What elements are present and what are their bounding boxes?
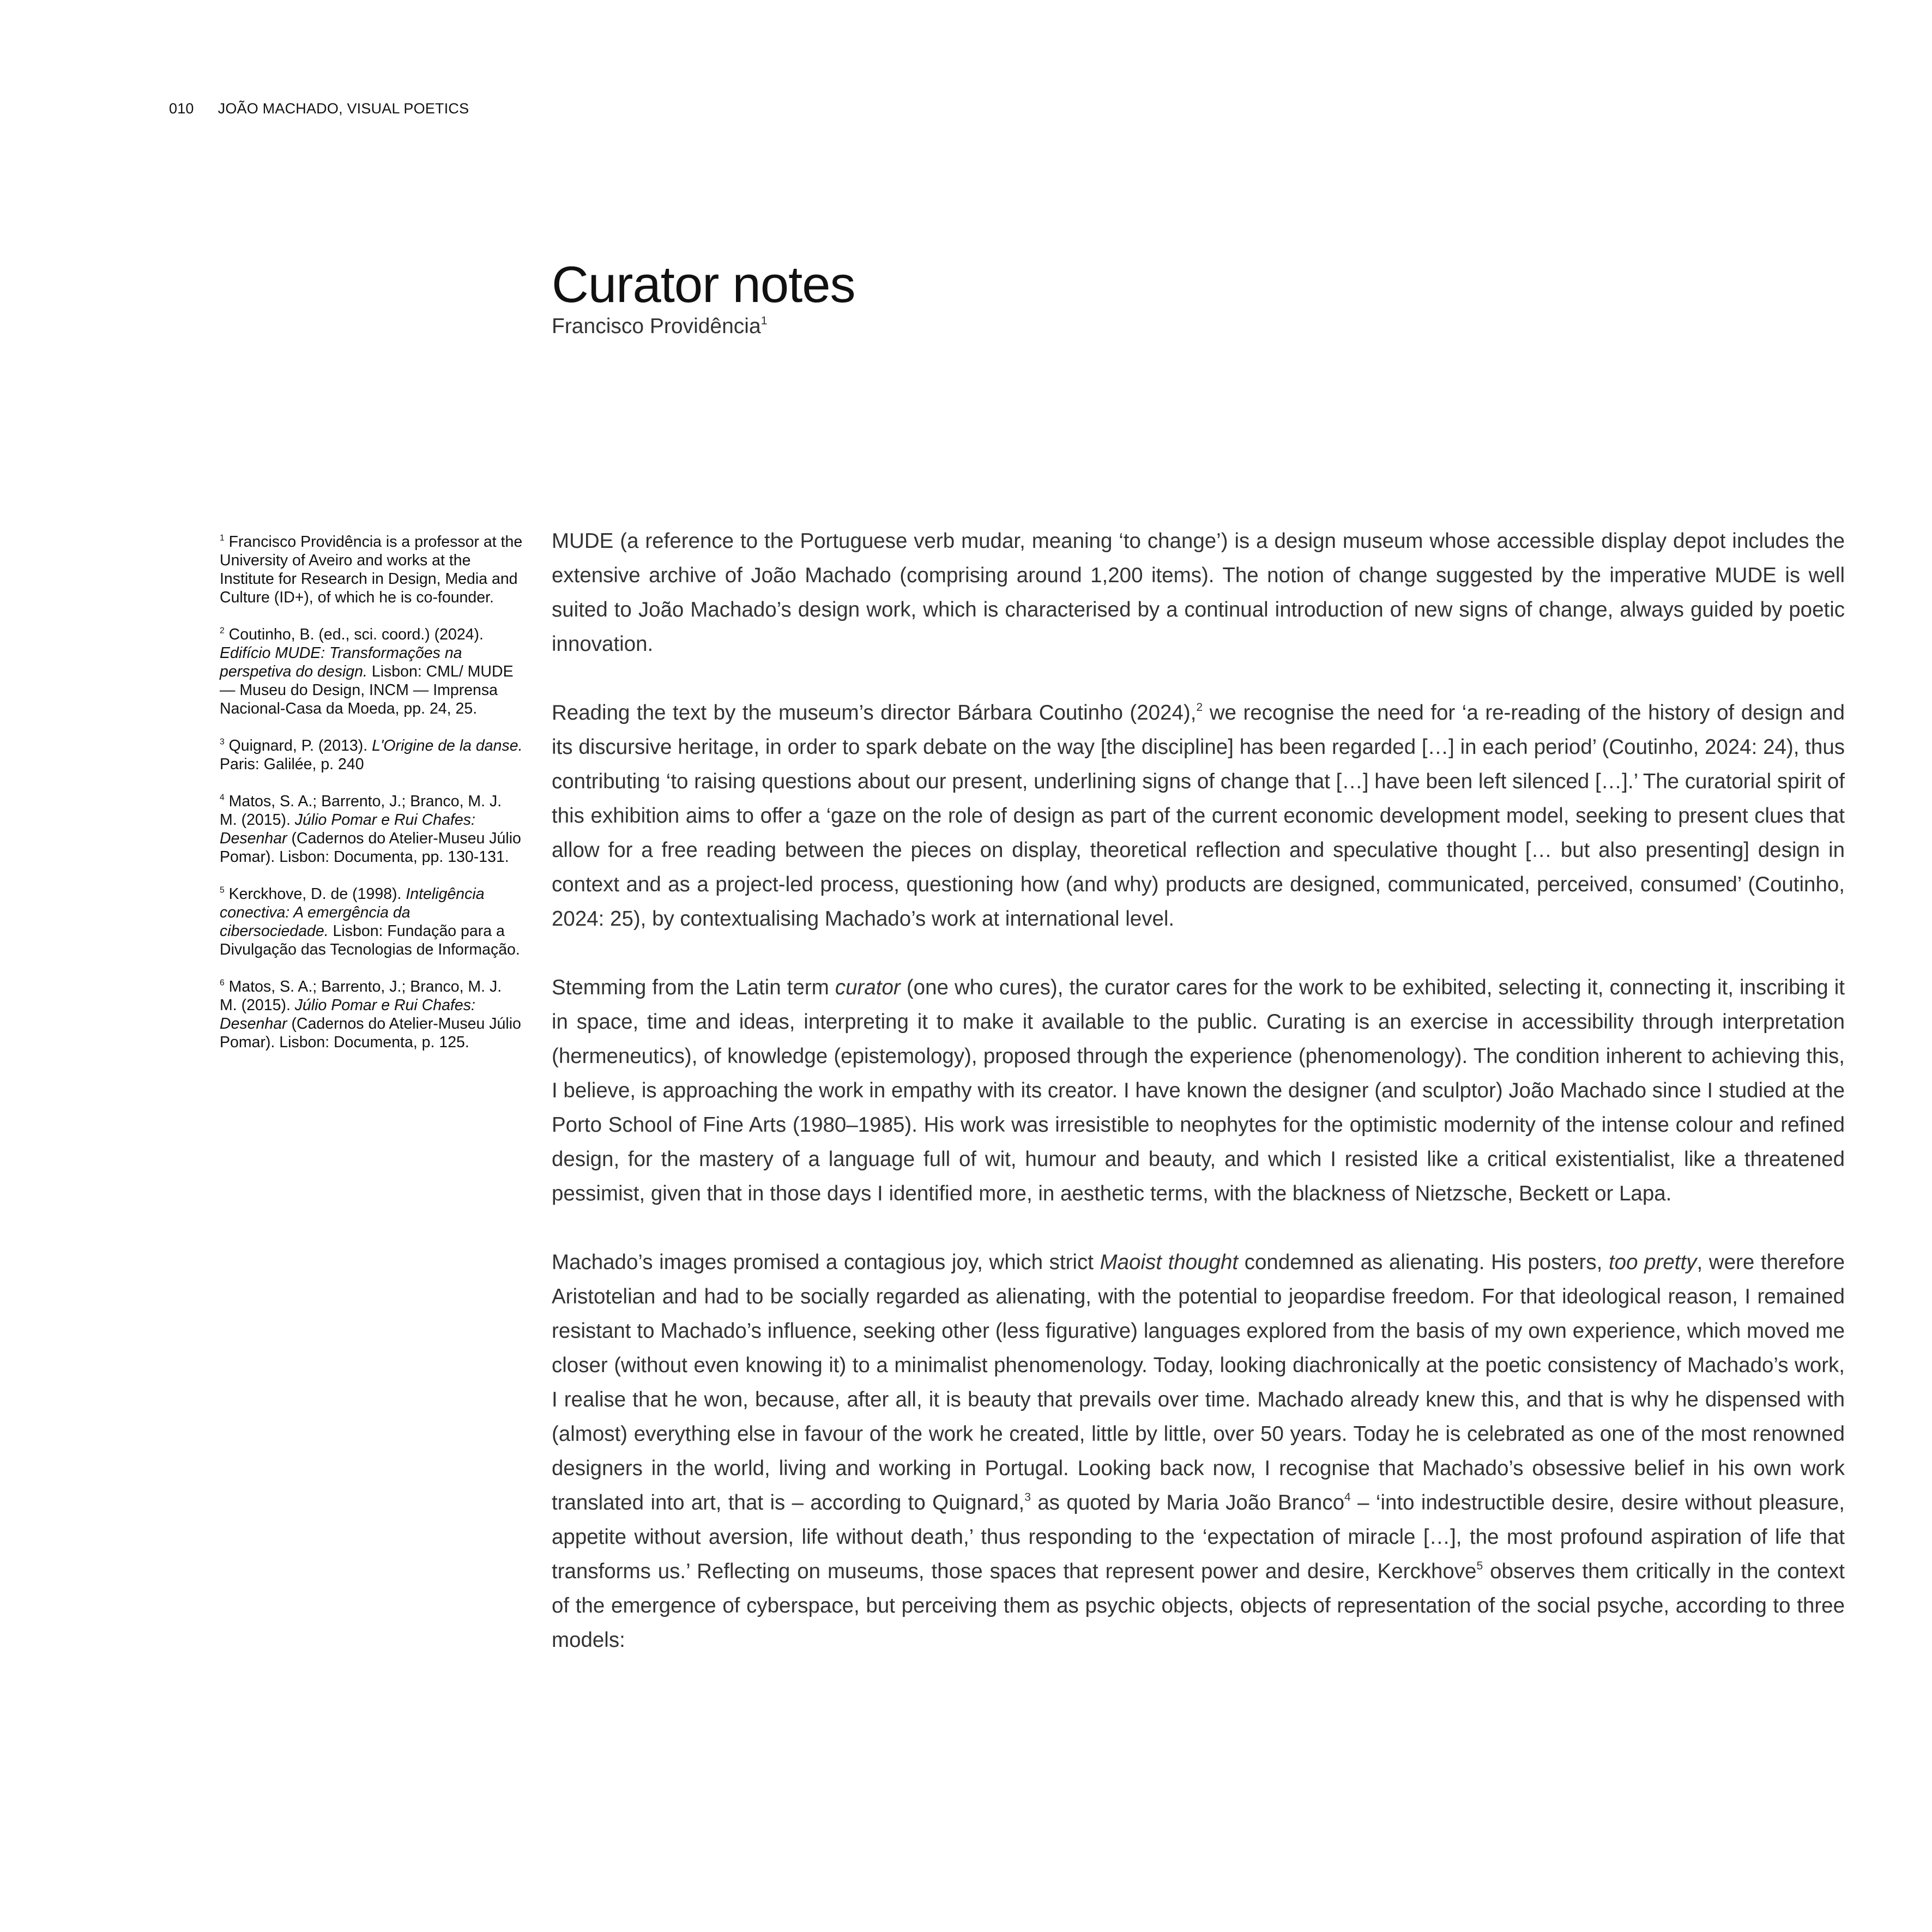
footnote-text: (Cadernos do Atelier-Museu Júlio Pomar). Lisbon: Documenta, pp. 130-131. — [220, 830, 521, 866]
footnote-6 — [220, 977, 523, 1052]
paragraph-text: – ‘into indestructible desire, desire without pleasure, appetite without aversion, life without death,’ thus responding to the ‘expectation of miracle […], the most profound aspiration of life that transforms us.’ Reflecting on museums, those spaces that represent power and desire, Kerckhove — [552, 1491, 1845, 1583]
author-byline — [552, 315, 855, 339]
running-header — [169, 100, 469, 117]
footnote-text: Kerckhove, D. de (1998). — [228, 885, 406, 903]
footnote-text: (Cadernos do Atelier-Museu Júlio Pomar). Lisbon: Documenta, p. 125. — [220, 1015, 521, 1051]
footnote-ref: 2 — [1196, 701, 1203, 714]
footnote-3 — [220, 736, 523, 774]
footnote-title: L'Origine de la danse. — [372, 737, 523, 754]
paragraph-1 — [552, 524, 1845, 661]
paragraph-text: Reading the text by the museum’s director Bárbara Coutinho (2024), — [552, 701, 1197, 724]
footnote-text: Francisco Providência is a professor at the University of Aveiro and works at the Institute for Research in Design, Media and Culture (ID+), of which he is co-founder. — [220, 533, 523, 606]
footnote-ref: 1 — [760, 314, 768, 328]
title-block — [552, 256, 855, 339]
footnote-1 — [220, 533, 523, 607]
paragraph-4 — [552, 1245, 1845, 1657]
page-title: Curator notes — [552, 256, 855, 313]
emphasis-text: too pretty — [1608, 1251, 1697, 1274]
footnote-ref: 3 — [1024, 1491, 1031, 1504]
paragraph-2 — [552, 696, 1845, 936]
footnote-text: Paris: Galilée, p. 240 — [220, 756, 364, 773]
paragraph-text: Stemming from the Latin term — [552, 976, 835, 999]
footnote-title: Júlio Pomar e Rui Chafes: Desenhar — [220, 811, 475, 847]
footnote-text: Coutinho, B. (ed., sci. coord.) (2024). — [228, 626, 484, 643]
footnote-text: Matos, S. A.; Barrento, J.; Branco, M. J. M. (2015). — [220, 978, 502, 1014]
footnote-5 — [220, 885, 523, 959]
paragraph-text: condemned as alienating. His posters, — [1238, 1251, 1609, 1274]
paragraph-text: as quoted by Maria João Branco — [1031, 1491, 1345, 1514]
footnote-number: 4 — [220, 793, 225, 802]
emphasis-text: curator — [835, 976, 901, 999]
footnote-2 — [220, 625, 523, 718]
footnote-number: 6 — [220, 978, 225, 988]
page-number: 010 — [169, 100, 194, 117]
footnote-ref: 4 — [1344, 1491, 1351, 1504]
footnote-4 — [220, 792, 523, 866]
paragraph-text: MUDE (a reference to the Portuguese verb mudar, meaning ‘to change’) is a design museum whose accessible display depot includes the extensive archive of João Machado (comprising around 1,200 items). The notion of change suggested by the imperative MUDE is well suited to João Machado’s design work, which is characterised by a continual introduction of new signs of change, always guided by poetic innovation. — [552, 529, 1845, 656]
footnote-title: Inteligência conectiva: A emergência da cibersociedade. — [220, 885, 485, 940]
footnote-number: 1 — [220, 533, 225, 543]
paragraph-text: we recognise the need for ‘a re-reading of the history of design and its discursive heritage, in order to spark debate on the way [the discipline] has been regarded […] in each period’ (Coutinho, 2024: 24), thus contributing ‘to raising questions about our present, underlining signs of change that […] have been left silenced […].’ The curatorial spirit of this exhibition aims to offer a ‘gaze on the role of design as part of the current economic development model, seeking to present clues that allow for a free reading between the pieces on display, theoretical reflection and speculative thought [… but also presenting] design in context and as a project-led process, questioning how (and why) products are designed, communicated, perceived, consumed’ (Coutinho, 2024: 25), by contextualising Machado’s work at international level. — [552, 701, 1845, 931]
running-title: JOÃO MACHADO, VISUAL POETICS — [218, 100, 469, 117]
footnotes-column — [220, 533, 523, 1070]
paragraph-3 — [552, 970, 1845, 1211]
footnote-number: 3 — [220, 737, 225, 747]
paragraph-text: observes them critically in the context of the emergence of cyberspace, but perceiving them as psychic objects, objects of representation of the social psyche, according to three models: — [552, 1560, 1845, 1652]
footnote-text: Matos, S. A.; Barrento, J.; Branco, M. J. M. (2015). — [220, 793, 502, 829]
footnote-number: 2 — [220, 626, 225, 636]
article-body — [552, 524, 1845, 1692]
footnote-text: Lisbon: CML/ MUDE — Museu do Design, INCM — Imprensa Nacional-Casa da Moeda, pp. 24, 25. — [220, 663, 514, 717]
footnote-title: Júlio Pomar e Rui Chafes: Desenhar — [220, 997, 475, 1033]
paragraph-text: (one who cures), the curator cares for the work to be exhibited, selecting it, connecting it, inscribing it in space, time and ideas, interpreting it to make it available to the public. Curating is an exercise in accessibility through interpretation (hermeneutics), of knowledge (epistemology), proposed through the experience (phenomenology). The condition inherent to achieving this, I believe, is approaching the work in empathy with its creator. I have known the designer (and sculptor) João Machado since I studied at the Porto School of Fine Arts (1980–1985). His work was irresistible to neophytes for the optimistic modernity of the intense colour and refined design, for the mastery of a language full of wit, humour and beauty, and which I resisted like a critical existentialist, like a threatened pessimist, given that in those days I identified more, in aesthetic terms, with the blackness of Nietzsche, Beckett or Lapa. — [552, 976, 1845, 1205]
paragraph-text: , were therefore Aristotelian and had to be socially regarded as alienating, with the potential to jeopardise freedom. For that ideological reason, I remained resistant to Machado’s influence, seeking other (less figurative) languages explored from the basis of my own experience, which moved me closer (without even knowing it) to a minimalist phenomenology. Today, looking diachronically at the poetic consistency of Machado’s work, I realise that he won, because, after all, it is beauty that prevails over time. Machado already knew this, and that is why he dispensed with (almost) everything else in favour of the work he created, little by little, over 50 years. Today he is celebrated as one of the most renowned designers in the world, living and working in Portugal. Looking back now, I recognise that Machado’s obsessive belief in his own work translated into art, that is – according to Quignard, — [552, 1251, 1845, 1514]
emphasis-text: Maoist thought — [1100, 1251, 1239, 1274]
footnote-title: Edifício MUDE: Transformações na perspetiva do design. — [220, 644, 462, 680]
footnote-text: Lisbon: Fundação para a Divulgação das Tecnologias de Informação. — [220, 922, 520, 958]
footnote-number: 5 — [220, 885, 225, 895]
author-name: Francisco Providência — [552, 315, 761, 339]
footnote-ref: 5 — [1476, 1560, 1483, 1573]
footnote-text: Quignard, P. (2013). — [228, 737, 372, 754]
paragraph-text: Machado’s images promised a contagious joy, which strict — [552, 1251, 1100, 1274]
